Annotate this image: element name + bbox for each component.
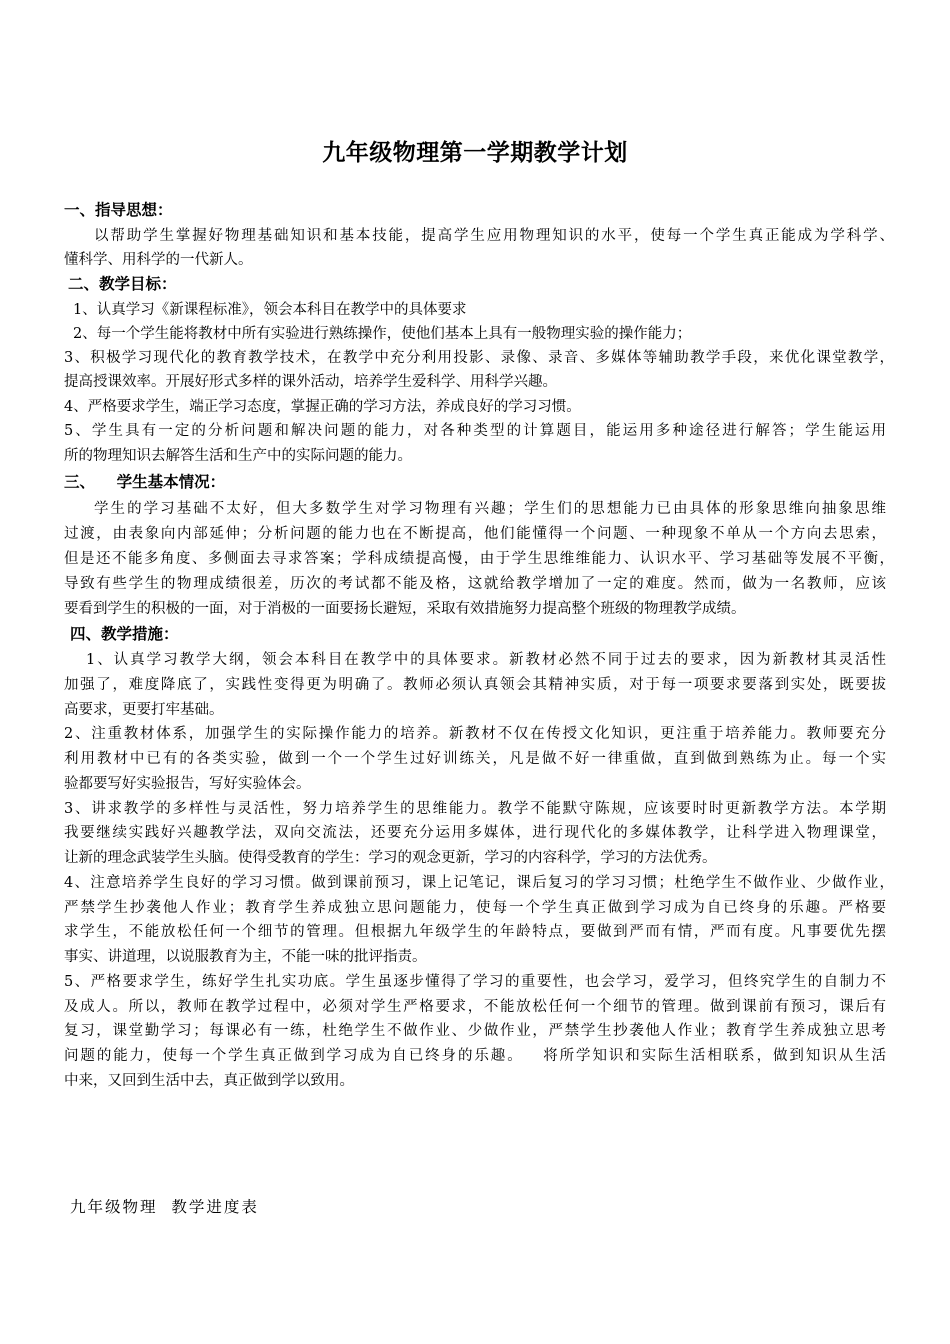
section-heading-teaching-measures: 四、教学措施：	[70, 625, 179, 643]
paragraph-line: 以帮助学生掌握好物理基础知识和基本技能，提高学生应用物理知识的水平，使每一个学生真正能成为学科学、	[94, 228, 894, 244]
list-item: 所的物理知识去解答生活和生产中的实际问题的能力。	[64, 448, 412, 464]
paragraph-line: 要看到学生的积极的一面，对于消极的一面要扬长避短，采取有效措施努力提高整个班级的物理教学成绩。	[64, 601, 746, 617]
paragraph-line: 过渡，由表象向内部延伸；分析问题的能力也在不断提高，他们能懂得一个问题、一种现象不单从一个方向去思索，	[64, 526, 886, 542]
paragraph-line: 及成人。所以，教师在教学过程中，必须对学生严格要求，不能放松任何一个细节的管理。做到课前有预习，课后有	[64, 999, 886, 1015]
list-item: 1、认真学习《新课程标准》，领会本科目在教学中的具体要求	[73, 302, 467, 318]
paragraph-line: 我要继续实践好兴趣教学法，双向交流法，还要充分运用多媒体，进行现代化的多媒体教学，让科学进入物理课堂，	[64, 825, 886, 841]
list-item: 4、严格要求学生，端正学习态度，掌握正确的学习方法，养成良好的学习习惯。	[64, 399, 581, 415]
paragraph-line: 导致有些学生的物理成绩很差，历次的考试都不能及格，这就给教学增加了一定的难度。然而，做为一名教师，应该	[64, 576, 886, 592]
paragraph-line: 高要求，更要打牢基础。	[64, 702, 224, 718]
schedule-table-title: 九年级物理 教学进度表	[70, 1198, 259, 1216]
paragraph-line: 严禁学生抄袭他人作业；教育学生养成独立思问题能力，使每一个学生真正做到学习成为自已终身的乐趣。严格要	[64, 900, 886, 916]
section-heading-student-situation: 三、 学生基本情况：	[64, 473, 226, 491]
list-item: 提高授课效率。开展好形式多样的课外活动，培养学生爱科学、用科学兴趣。	[64, 374, 557, 390]
paragraph-line: 但是还不能多角度、多侧面去寻求答案；学科成绩提高慢，由于学生思维维能力、认识水平、学习基础等发展不平衡，	[64, 551, 894, 567]
paragraph-line: 中来，又回到生活中去，真正做到学以致用。	[64, 1073, 354, 1089]
paragraph-line: 5、严格要求学生，练好学生扎实功底。学生虽逐步懂得了学习的重要性，也会学习，爱学习，但终究学生的自制力不	[64, 974, 886, 990]
section-heading-guiding-ideology: 一、指导思想：	[64, 201, 173, 219]
paragraph-line: 求学生，不能放松任何一个细节的管理。但根据九年级学生的年龄特点，要做到严而有情，严而有度。凡事要优先摆	[64, 924, 886, 940]
paragraph-line: 学生的学习基础不太好，但大多数学生对学习物理有兴趣；学生们的思想能力已由具体的形象思维向抽象思维	[94, 501, 886, 517]
paragraph-line: 4、注意培养学生良好的学习习惯。做到课前预习，课上记笔记，课后复习的学习习惯；杜绝学生不做作业、少做作业，	[64, 875, 894, 891]
paragraph-line: 验都要写好实验报告，写好实验体会。	[64, 776, 311, 792]
list-item: 3、积极学习现代化的教育教学技术，在教学中充分利用投影、录像、录音、多媒体等辅助教学手段，来优化课堂教学，	[64, 350, 894, 366]
section-heading-teaching-goals: 二、教学目标：	[68, 275, 177, 293]
paragraph-line: 加强了，难度降底了，实践性变得更为明确了。教师必须认真领会其精神实质，对于每一项要求要落到实处，既要拔	[64, 677, 886, 693]
paragraph-line: 事实、讲道理，以说服教育为主，不能一味的批评指责。	[64, 949, 427, 965]
paragraph-line: 让新的理念武装学生头脑。使得受教育的学生：学习的观念更新，学习的内容科学，学习的方法优秀。	[64, 850, 717, 866]
paragraph-line: 问题的能力，使每一个学生真正做到学习成为自已终身的乐趣。 将所学知识和实际生活相联系，做到知识从生活	[64, 1048, 886, 1064]
paragraph-line: 2、注重教材体系，加强学生的实际操作能力的培养。新教材不仅在传授文化知识，更注重于培养能力。教师要充分	[64, 726, 886, 742]
list-item: 5、学生具有一定的分析问题和解决问题的能力，对各种类型的计算题目，能运用多种途径进行解答；学生能运用	[64, 423, 886, 439]
paragraph-line: 懂科学、用科学的一代新人。	[64, 252, 253, 268]
paragraph-line: 3、讲求教学的多样性与灵活性，努力培养学生的思维能力。教学不能默守陈规，应该要时时更新教学方法。本学期	[64, 801, 886, 817]
list-item: 2、每一个学生能将教材中所有实验进行熟练操作，使他们基本上具有一般物理实验的操作能力；	[73, 326, 692, 342]
paragraph-line: 利用教材中已有的各类实验，做到一个一个学生过好训练关，凡是做不好一律重做，直到做到熟练为止。每一个实	[64, 751, 886, 767]
page-title: 九年级物理第一学期教学计划	[322, 140, 628, 166]
paragraph-line: 1、认真学习教学大纲，领会本科目在教学中的具体要求。新教材必然不同于过去的要求，因为新教材其灵活性	[86, 652, 886, 668]
paragraph-line: 复习，课堂勤学习；每课必有一练，杜绝学生不做作业、少做作业，严禁学生抄袭他人作业；教育学生养成独立思考	[64, 1023, 886, 1039]
